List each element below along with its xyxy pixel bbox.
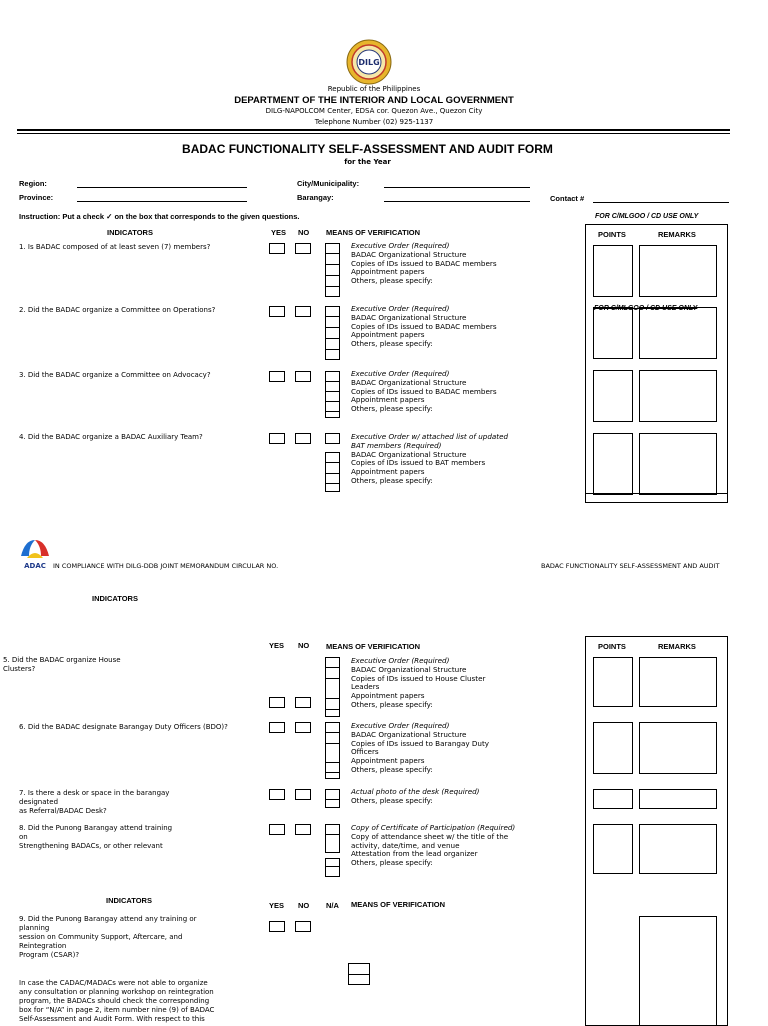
na-heading: N/A [326, 901, 339, 910]
contact-field[interactable] [593, 202, 729, 203]
region-label: Region: [19, 179, 47, 188]
yes-heading: YES [271, 228, 287, 237]
barangay-field[interactable] [384, 201, 530, 202]
republic-text: Republic of the Philippines [327, 85, 421, 93]
remarks-box-8[interactable] [639, 824, 717, 874]
points-box-8[interactable] [593, 824, 633, 874]
na-note: In case the CADAC/MADACs were not able to organize any consultation or planning workshop on reintegration program, the BADACs should check the corresponding box for “N/A” in page 2, item number nine (9) of BADAC Self-Assessment and Audit Form. With respect to this [19, 979, 215, 1023]
no-checkbox-9[interactable] [295, 921, 311, 932]
points-box-2[interactable] [593, 307, 633, 359]
mov-checkbox-group-6[interactable] [325, 722, 340, 779]
no-checkbox-1[interactable] [295, 243, 311, 254]
yes-checkbox-8[interactable] [269, 824, 285, 835]
mov-list-1: Executive Order (Required) BADAC Organizational Structure Copies of IDs issued to BADAC members Appointment papers Others, please specify: [351, 241, 497, 286]
points-box-3[interactable] [593, 370, 633, 422]
no-heading-2: NO [298, 641, 310, 650]
indicator-6: 6. Did the BADAC designate Barangay Duty Officers (BDO)? [19, 723, 228, 731]
no-heading: NO [298, 228, 310, 237]
points-heading: POINTS [598, 230, 626, 239]
mov-list-2: Executive Order (Required) BADAC Organizational Structure Copies of IDs issued to BADAC members Appointment papers Others, please specify: [351, 304, 497, 349]
remarks-box-5[interactable] [639, 657, 717, 707]
remarks-box-1[interactable] [639, 245, 717, 297]
no-checkbox-5[interactable] [295, 697, 311, 708]
mov-list-5: Executive Order (Required) BADAC Organizational Structure Copies of IDs issued to House Cluster Leaders Appointment papers Others, please specify: [351, 656, 486, 709]
remarks-box-9[interactable] [639, 916, 717, 1026]
mov-heading-3: MEANS OF VERIFICATION [351, 900, 446, 909]
yes-checkbox-3[interactable] [269, 371, 285, 382]
compliance-text: IN COMPLIANCE WITH DILG-DDB JOINT MEMORANDUM CIRCULAR NO. [53, 562, 279, 570]
points-box-4[interactable] [593, 433, 633, 495]
mov-checkbox-group-8b[interactable] [325, 858, 340, 877]
contact-label: Contact # [550, 194, 585, 203]
remarks-box-2[interactable] [639, 307, 717, 359]
no-checkbox-8[interactable] [295, 824, 311, 835]
yes-checkbox-4[interactable] [269, 433, 285, 444]
points-box-6[interactable] [593, 722, 633, 774]
yes-checkbox-1[interactable] [269, 243, 285, 254]
city-label: City/Municipality: [297, 179, 360, 188]
indicator-5: 5. Did the BADAC organize House Clusters? [3, 656, 121, 673]
no-checkbox-4[interactable] [295, 433, 311, 444]
points-box-7[interactable] [593, 789, 633, 809]
indicator-2: 2. Did the BADAC organize a Committee on Operations? [19, 306, 216, 314]
for-use-only-overlay: FOR C/MLGOO / CD USE ONLY [594, 305, 698, 312]
indicator-7: 7. Is there a desk or space in the barangay designated as Referral/BADAC Desk? [19, 789, 170, 815]
mov-list-8: Copy of Certificate of Participation (Required) Copy of attendance sheet w/ the title of the activity, date/time, and venue Attestation from the lead organizer Others, please specify: [351, 823, 516, 868]
no-checkbox-3[interactable] [295, 371, 311, 382]
yes-heading-3: YES [269, 901, 285, 910]
city-field[interactable] [384, 187, 530, 188]
for-use-only-label: FOR C/MLGOO / CD USE ONLY [595, 213, 699, 220]
yes-checkbox-7[interactable] [269, 789, 285, 800]
indicators-heading-3: INDICATORS [106, 896, 152, 905]
no-heading-3: NO [298, 901, 310, 910]
instruction-text: Instruction: Put a check ✓ on the box that corresponds to the given questions. [19, 212, 300, 221]
mov-heading-2: MEANS OF VERIFICATION [326, 642, 421, 651]
mov-list-3: Executive Order (Required) BADAC Organizational Structure Copies of IDs issued to BADAC members Appointment papers Others, please specify: [351, 369, 497, 414]
mov-checkbox-group-4[interactable] [325, 452, 340, 492]
telephone-text: Telephone Number (02) 925-1137 [314, 118, 434, 126]
address-text: DILG-NAPOLCOM Center, EDSA cor. Quezon Ave., Quezon City [265, 107, 483, 115]
header-rule-thin [17, 133, 730, 134]
adac-logo [17, 536, 53, 570]
mov-checkbox-group-1[interactable] [325, 243, 340, 297]
barangay-label: Barangay: [297, 193, 334, 202]
dilg-logo-text: DILG [358, 58, 380, 67]
points-box-5[interactable] [593, 657, 633, 707]
dilg-seal [346, 39, 392, 85]
indicators-heading-2: INDICATORS [92, 594, 138, 603]
yes-checkbox-5[interactable] [269, 697, 285, 708]
region-field[interactable] [77, 187, 247, 188]
mov-checkbox-4a[interactable] [325, 433, 340, 444]
remarks-box-6[interactable] [639, 722, 717, 774]
no-checkbox-7[interactable] [295, 789, 311, 800]
remarks-box-4[interactable] [639, 433, 717, 495]
mov-checkbox-group-8a[interactable] [325, 824, 340, 853]
remarks-heading: REMARKS [658, 230, 696, 239]
province-field[interactable] [77, 201, 247, 202]
remarks-heading-2: REMARKS [658, 642, 696, 651]
indicator-4: 4. Did the BADAC organize a BADAC Auxiliary Team? [19, 433, 203, 441]
remarks-box-3[interactable] [639, 370, 717, 422]
yes-checkbox-2[interactable] [269, 306, 285, 317]
form-title: BADAC FUNCTIONALITY SELF-ASSESSMENT AND AUDIT FORM [182, 142, 553, 156]
footer-form-name: BADAC FUNCTIONALITY SELF-ASSESSMENT AND AUDIT [541, 562, 720, 570]
no-checkbox-2[interactable] [295, 306, 311, 317]
yes-checkbox-6[interactable] [269, 722, 285, 733]
mov-list-7: Actual photo of the desk (Required) Others, please specify: [351, 787, 480, 805]
yes-heading-2: YES [269, 641, 285, 650]
indicator-9: 9. Did the Punong Barangay attend any training or planning session on Community Support, Aftercare, and Reintegration Program (CSAR)? [19, 915, 197, 959]
remarks-box-7[interactable] [639, 789, 717, 809]
mov-checkbox-group-2[interactable] [325, 306, 340, 360]
na-checkbox-9[interactable] [348, 963, 370, 985]
points-heading-2: POINTS [598, 642, 626, 651]
yes-checkbox-9[interactable] [269, 921, 285, 932]
indicator-3: 3. Did the BADAC organize a Committee on Advocacy? [19, 371, 211, 379]
header-rule [17, 129, 730, 131]
indicators-heading: INDICATORS [107, 228, 153, 237]
mov-list-4: Executive Order w/ attached list of updated BAT members (Required) BADAC Organizational Structure Copies of IDs issued to BAT members Appointment papers Others, please specify: [351, 432, 509, 485]
department-name: DEPARTMENT OF THE INTERIOR AND LOCAL GOVERNMENT [234, 95, 514, 106]
mov-checkbox-group-5[interactable] [325, 657, 340, 717]
mov-checkbox-group-7[interactable] [325, 789, 340, 808]
mov-list-6: Executive Order (Required) BADAC Organizational Structure Copies of IDs issued to Barangay Duty Officers Appointment papers Others, please specify: [351, 721, 490, 774]
indicator-1: 1. Is BADAC composed of at least seven (7) members? [19, 243, 211, 251]
indicator-8: 8. Did the Punong Barangay attend training on Strengthening BADACs, or other relevant [19, 824, 173, 850]
mov-checkbox-group-3[interactable] [325, 371, 340, 418]
mov-heading: MEANS OF VERIFICATION [326, 228, 421, 237]
form-subtitle: for the Year [344, 158, 391, 166]
no-checkbox-6[interactable] [295, 722, 311, 733]
adac-logo-text: ADAC [24, 562, 46, 570]
province-label: Province: [19, 193, 54, 202]
points-box-1[interactable] [593, 245, 633, 297]
